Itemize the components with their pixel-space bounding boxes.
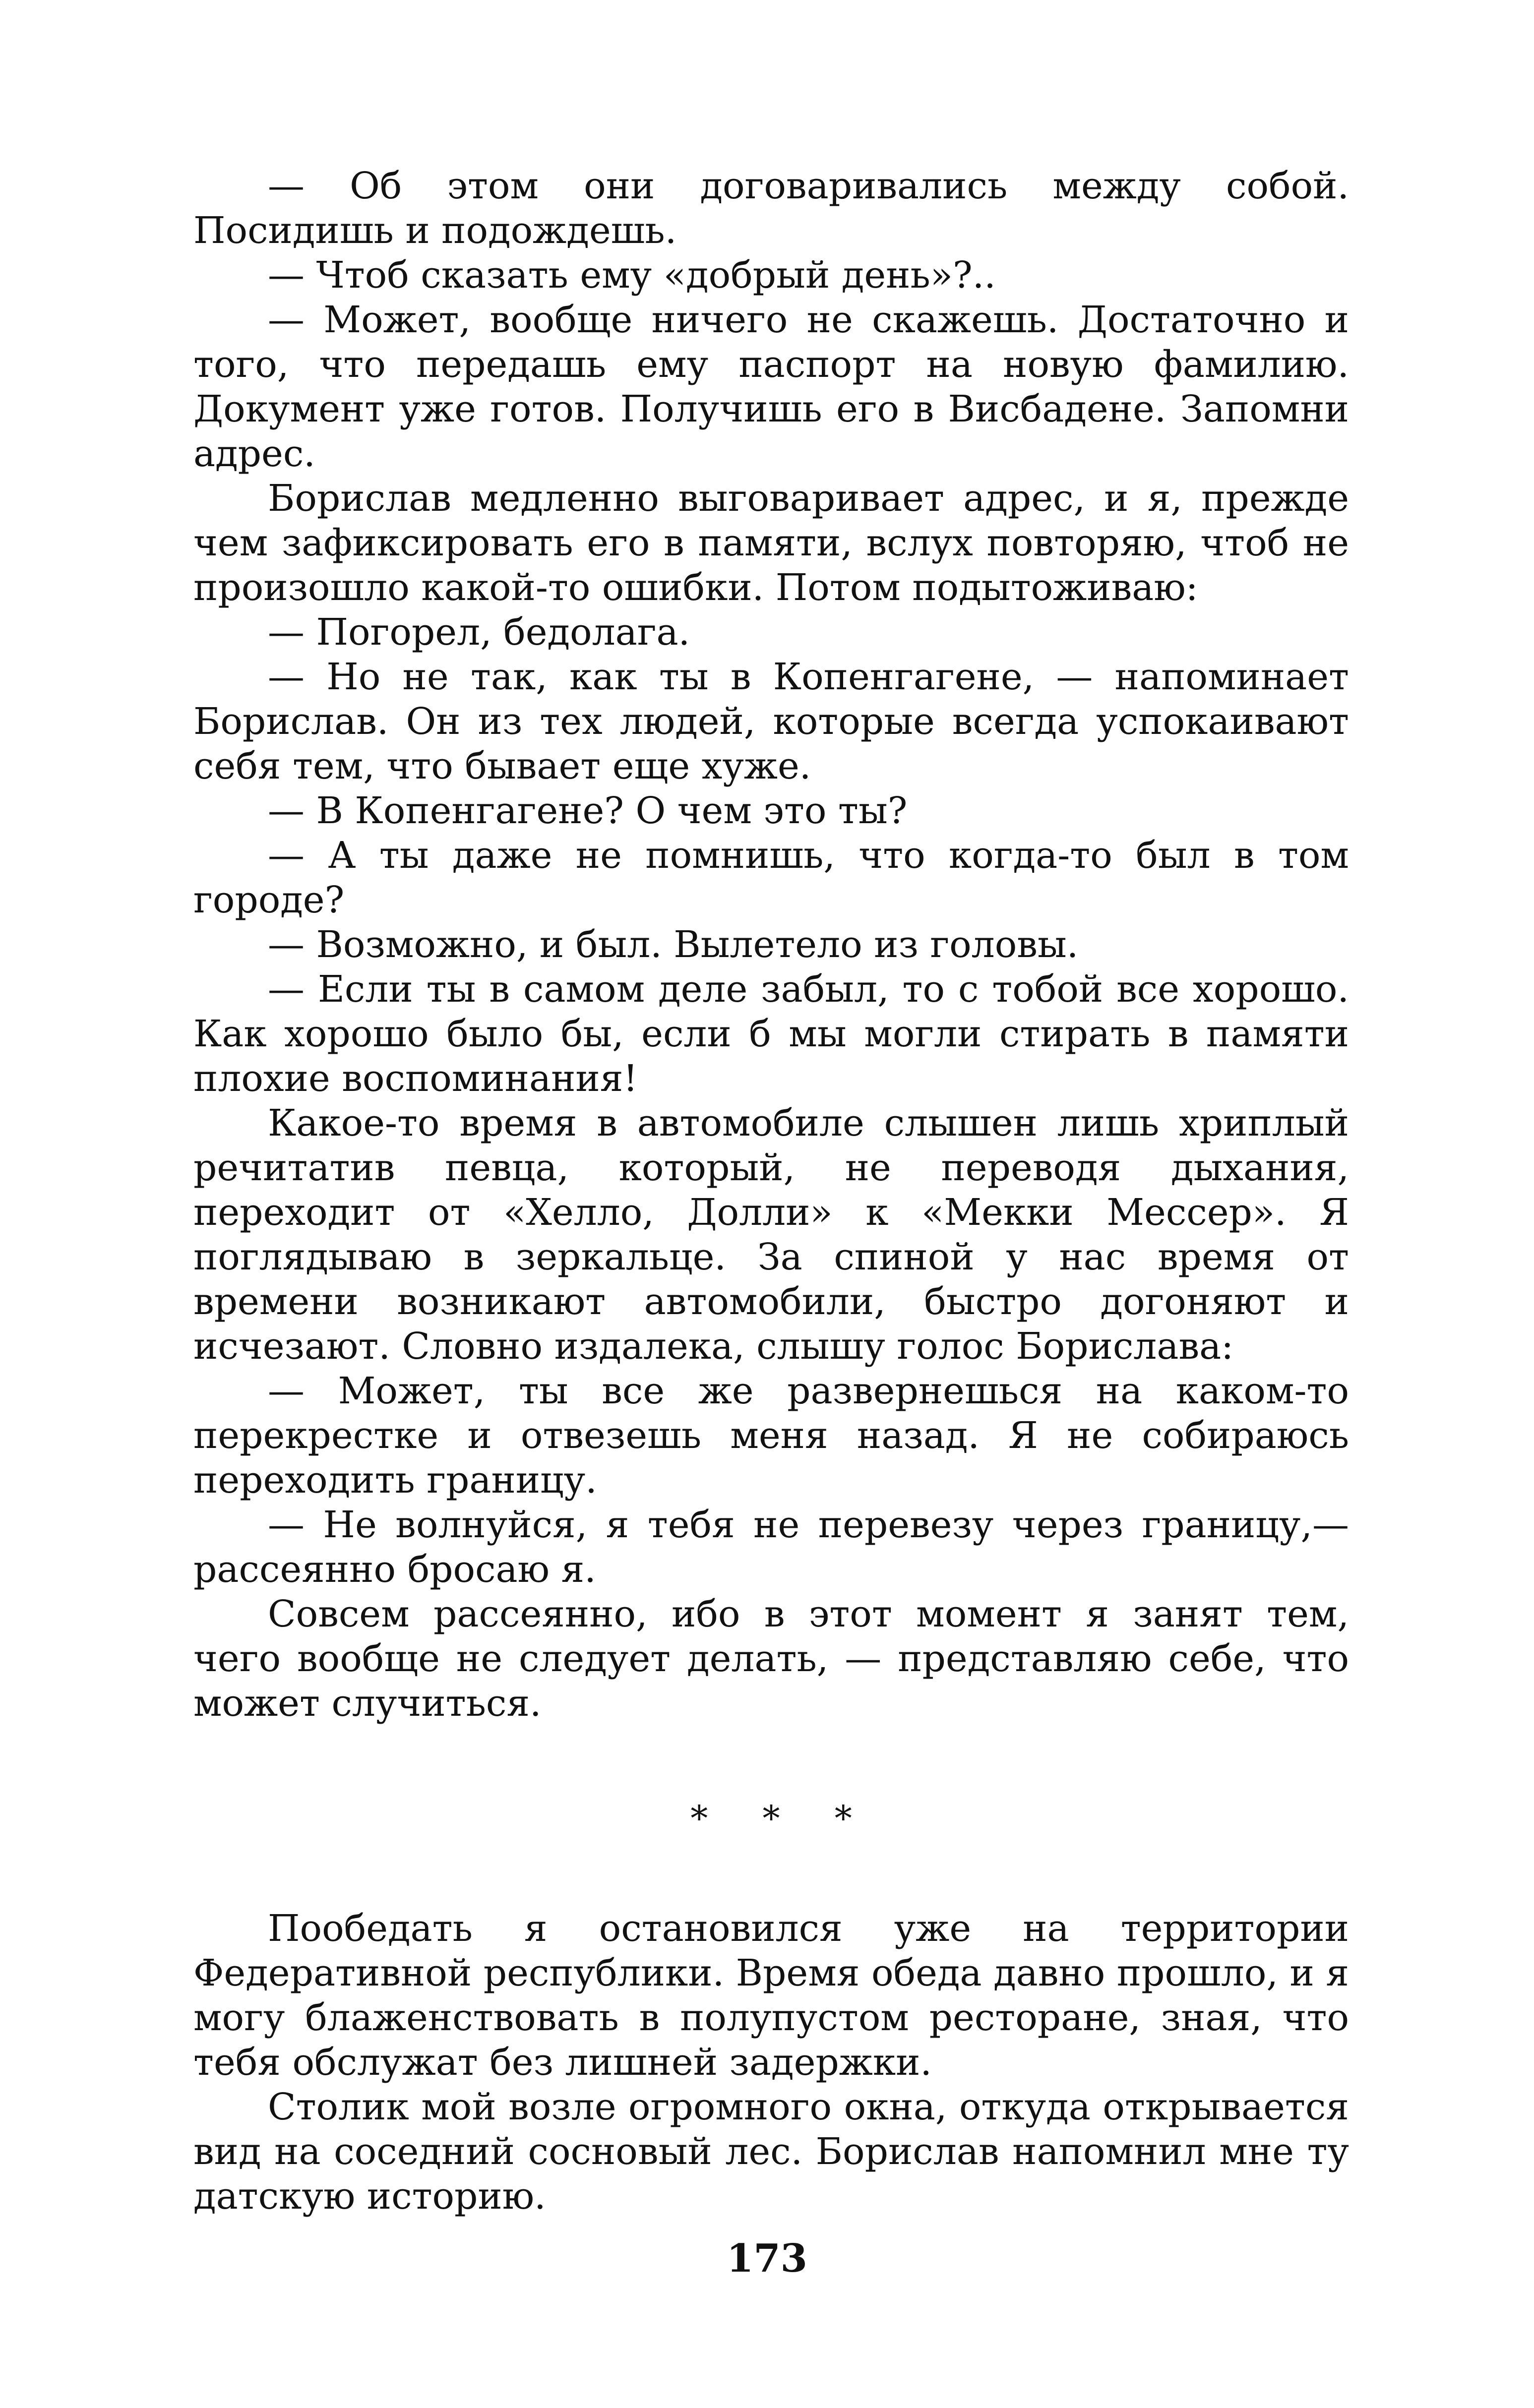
paragraph: — Не волнуйся, я тебя не перевезу через границу,— рассеянно бросаю я. <box>193 1504 1349 1591</box>
paragraph: — Возможно, и был. Вылетело из головы. <box>268 923 1079 966</box>
paragraph: Совсем рассеянно, ибо в этот момент я занят тем, чего вообще не следует делать, — представляю себе, что может случиться. <box>193 1593 1349 1725</box>
paragraph: Какое-то время в автомобиле слышен лишь хриплый речитатив певца, который, не переводя дыхания, переходит от «Хелло, Долли» к «Мекки Мессер». Я поглядываю в зеркальце. За спиной у нас время от времени возникают автомобили, быстро догоняют и исчезают. Словно издалека, слышу голос Борислава: <box>193 1102 1349 1368</box>
paragraph: — Но не так, как ты в Копенгагене, — напоминает Борислав. Он из тех людей, которые всегда успокаивают себя тем, что бывает еще хуже. <box>193 656 1349 787</box>
paragraph: Столик мой возле огромного окна, откуда открывается вид на соседний сосновый лес. Борислав напомнил мне ту датскую историю. <box>193 2086 1349 2218</box>
paragraph: — Может, ты все же развернешься на каком-то перекрестке и отвезешь меня назад. Я не собираюсь переходить границу. <box>193 1370 1349 1502</box>
paragraph: — Чтоб сказать ему «добрый день»?.. <box>268 254 996 297</box>
paragraph: — Если ты в самом деле забыл, то с тобой все хорошо. Как хорошо было бы, если б мы могли стирать в памяти плохие воспоминания! <box>193 968 1349 1100</box>
page-text <box>193 164 1349 2219</box>
paragraph: Борислав медленно выговаривает адрес, и я, прежде чем зафиксировать его в памяти, вслух повторяю, чтоб не произошло какой-то ошибки. Потом подытоживаю: <box>193 477 1349 609</box>
paragraph: — А ты даже не помнишь, что когда-то был в том городе? <box>193 834 1349 921</box>
page-number: 173 <box>727 2236 807 2281</box>
paragraph: — В Копенгагене? О чем это ты? <box>268 789 908 832</box>
section-separator: * * * <box>690 1798 874 1839</box>
paragraph: — Погорел, бедолага. <box>268 611 690 654</box>
paragraph: — Может, вообще ничего не скажешь. Достаточно и того, что передашь ему паспорт на новую фамилию. Документ уже готов. Получишь его в Висбадене. Запомни адрес. <box>193 299 1349 475</box>
paragraph: — Об этом они договаривались между собой. Посидишь и подождешь. <box>193 165 1349 252</box>
paragraph: Пообедать я остановился уже на территории Федеративной республики. Время обеда давно прошло, и я могу блаженствовать в полупустом ресторане, зная, что тебя обслужат без лишней задержки. <box>193 1907 1349 2084</box>
